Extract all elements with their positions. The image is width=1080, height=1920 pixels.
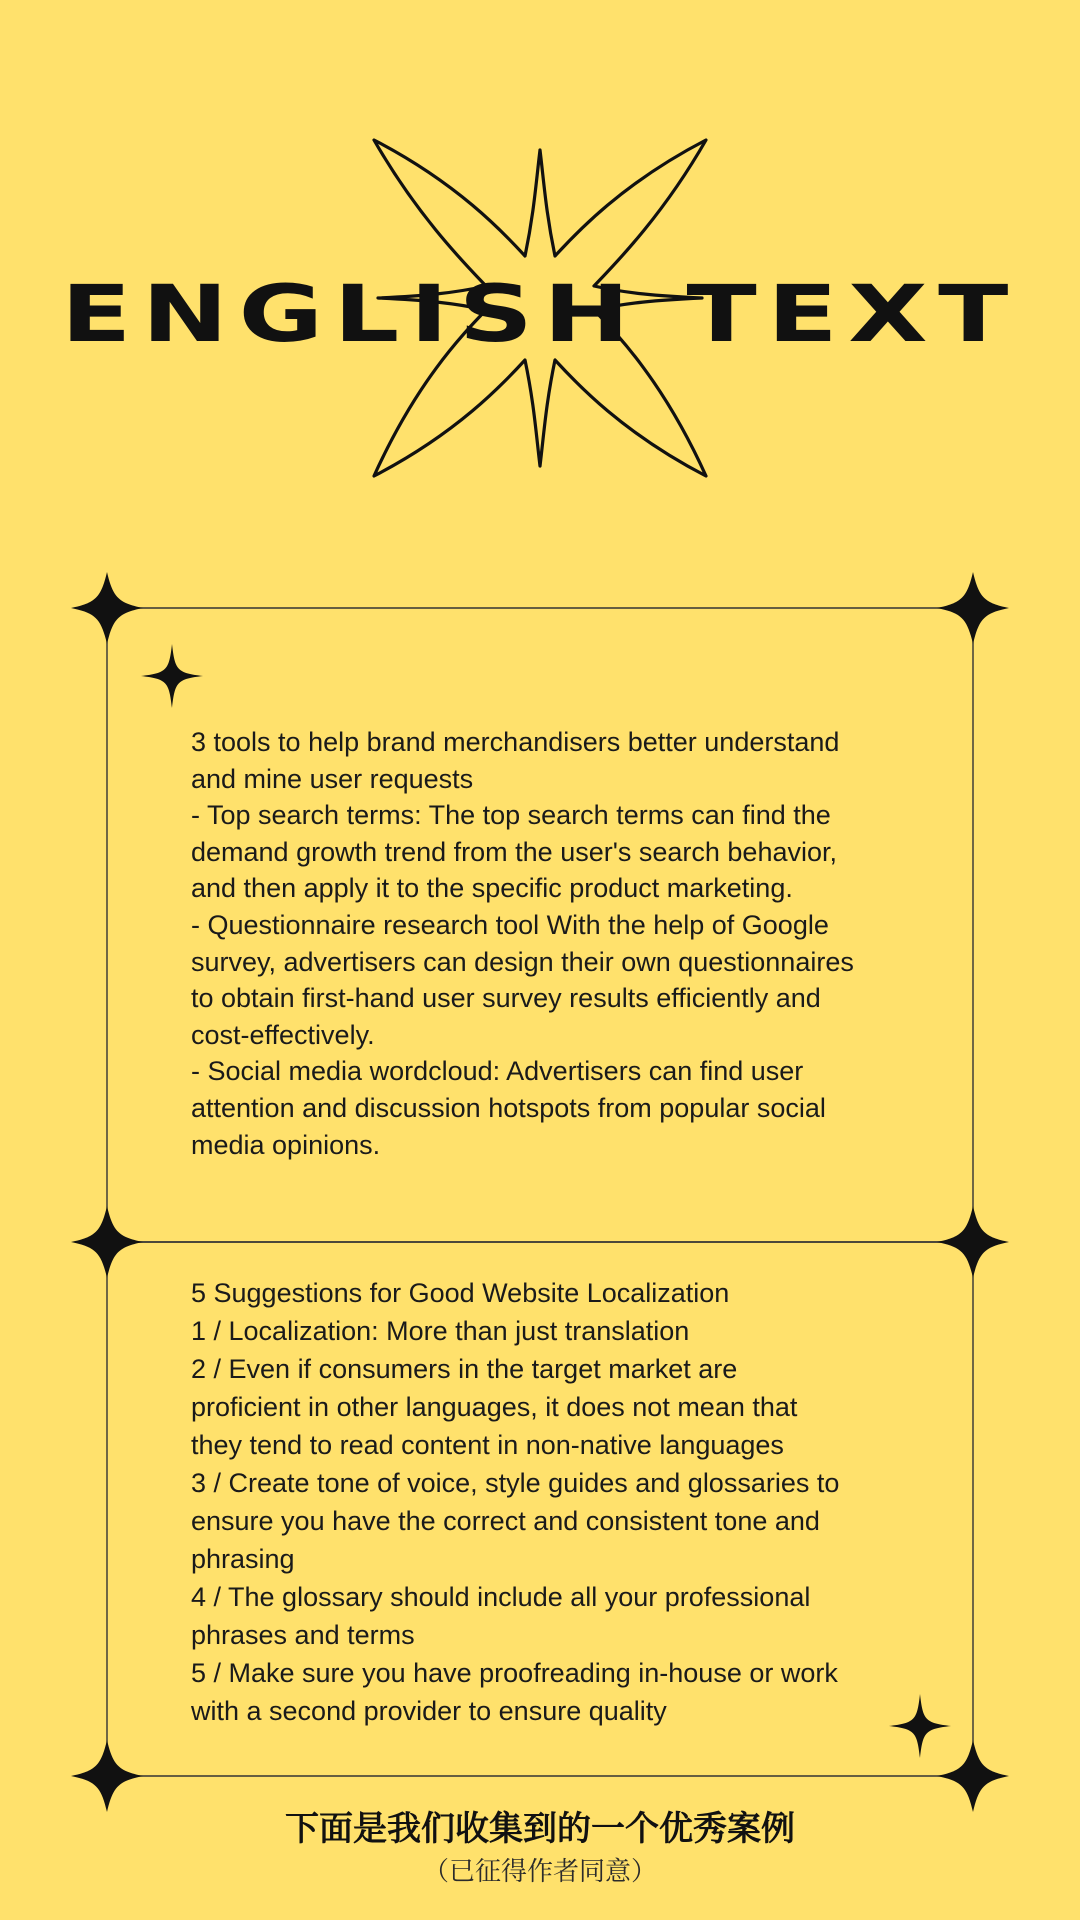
card-2-text: 5 Suggestions for Good Website Localization 1 / Localization: More than just translation 2 / Even if consumers in the target market are proficient in other languages, it does not mean that they tend to read content in non-native languages 3 / Create tone of voice, style guides and glossaries to ensure you have the correct and consistent tone and phrasing 4 / The glossary should include all your professional phrases and terms 5 / Make sure you have proofreading in-house or work with a second provider to ensure quality — [191, 1278, 840, 1726]
corner-star-icon — [71, 1740, 143, 1812]
page-title: ENGLISH TEXT — [60, 270, 1019, 360]
footer-subtitle: （已征得作者同意） — [422, 1856, 657, 1886]
corner-star-icon — [937, 1206, 1009, 1278]
corner-star-icon — [937, 572, 1009, 644]
corner-star-icon — [71, 1206, 143, 1278]
small-sparkle-icon — [141, 644, 203, 708]
corner-star-icon — [937, 1740, 1009, 1812]
corner-star-icon — [71, 572, 143, 644]
small-sparkle-icon — [889, 1694, 951, 1758]
footer-title: 下面是我们收集到的一个优秀案例 — [285, 1810, 795, 1848]
card-1-text: 3 tools to help brand merchandisers better understand and mine user requests - Top search terms: The top search terms can find the demand growth trend from the user's search behavior, and then apply it to the specific product marketing. - Questionnaire research tool With the help of Google survey, advertisers can design their own questionnaires to obtain first-hand user survey results efficiently and cost-effectively. - Social media wordcloud: Advertisers can find user attention and discussion hotspots from popular social media opinions. — [191, 727, 854, 1160]
